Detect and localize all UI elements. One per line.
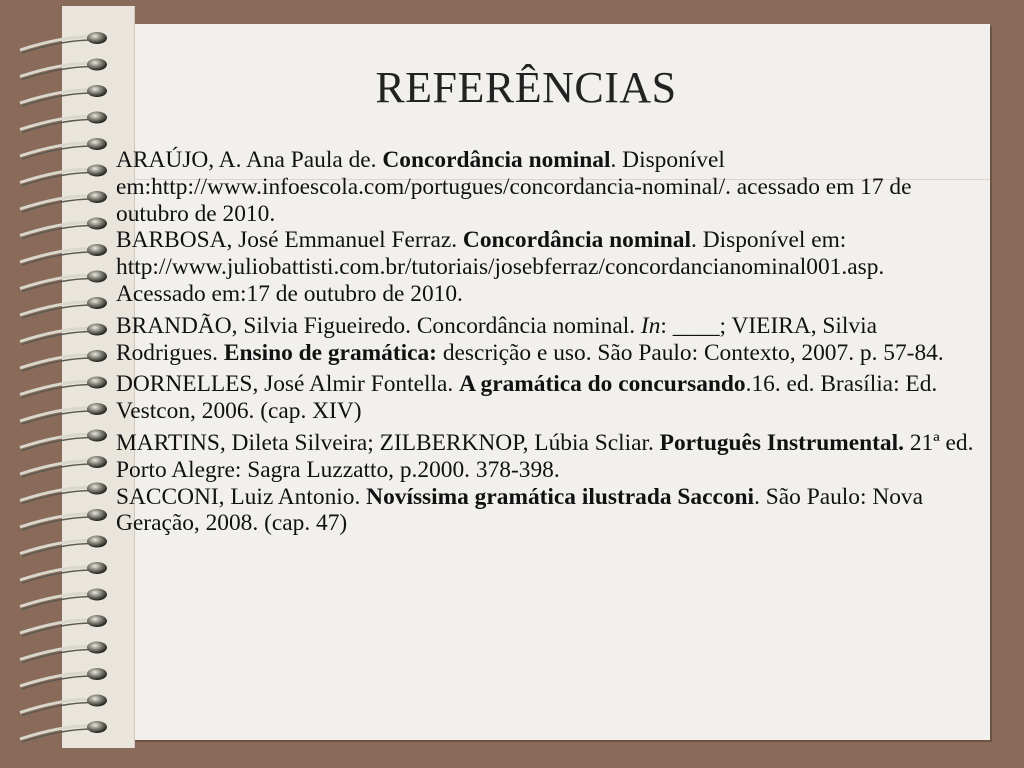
spiral-hole <box>87 721 107 733</box>
spiral-hole <box>87 668 107 680</box>
reference-dornelles: DORNELLES, José Almir Fontella. A gramática do concursando.16. ed. Brasília: Ed. Vestcon, 2006. (cap. XIV) <box>116 371 938 425</box>
spiral-hole <box>87 695 107 707</box>
spiral-hole <box>87 191 107 203</box>
spiral-hole <box>87 615 107 627</box>
reference-brandao: BRANDÃO, Silvia Figueiredo. Concordância nominal. In: ____; VIEIRA, Silvia Rodrigues. Ensino de gramática: descrição e uso. São Paulo: Contexto, 2007. p. 57-84. <box>116 312 944 366</box>
spiral-hole <box>87 32 107 44</box>
spiral-hole <box>87 165 107 177</box>
reference-sacconi: SACCONI, Luiz Antonio. Novíssima gramática ilustrada Sacconi. São Paulo: Nova Geração, 2008. (cap. 47) <box>116 483 923 537</box>
spiral-hole <box>87 456 107 468</box>
spiral-hole <box>87 138 107 150</box>
spiral-hole <box>87 589 107 601</box>
spiral-hole <box>87 483 107 495</box>
spiral-hole <box>87 430 107 442</box>
spiral-hole <box>87 324 107 336</box>
spiral-hole <box>87 218 107 230</box>
spiral-hole <box>87 112 107 124</box>
reference-barbosa: BARBOSA, José Emmanuel Ferraz. Concordância nominal. Disponível em: http://www.juliobattisti.com.br/tutoriais/josebferraz/concordancianominal001.asp. Acessado em:17 de outubro de 2010. <box>116 227 885 307</box>
spiral-hole <box>87 403 107 415</box>
spiral-hole <box>87 350 107 362</box>
spiral-hole <box>87 377 107 389</box>
spiral-hole <box>87 271 107 283</box>
reference-martins: MARTINS, Dileta Silveira; ZILBERKNOP, Lúbia Scliar. Português Instrumental. 21ª ed. Porto Alegre: Sagra Luzzatto, p.2000. 378-398. <box>116 429 974 483</box>
spiral-hole <box>87 509 107 521</box>
reference-araujo: ARAÚJO, A. Ana Paula de. Concordância nominal. Disponível em:http://www.infoescola.com/portugues/concordancia-nominal/. acessado em 17 de outubro de 2010. <box>116 147 912 227</box>
spiral-hole <box>87 562 107 574</box>
spiral-hole <box>87 244 107 256</box>
spiral-hole <box>87 642 107 654</box>
page-title: REFERÊNCIAS <box>375 63 677 112</box>
spiral-hole <box>87 297 107 309</box>
spiral-hole <box>87 536 107 548</box>
references-list <box>116 147 976 537</box>
